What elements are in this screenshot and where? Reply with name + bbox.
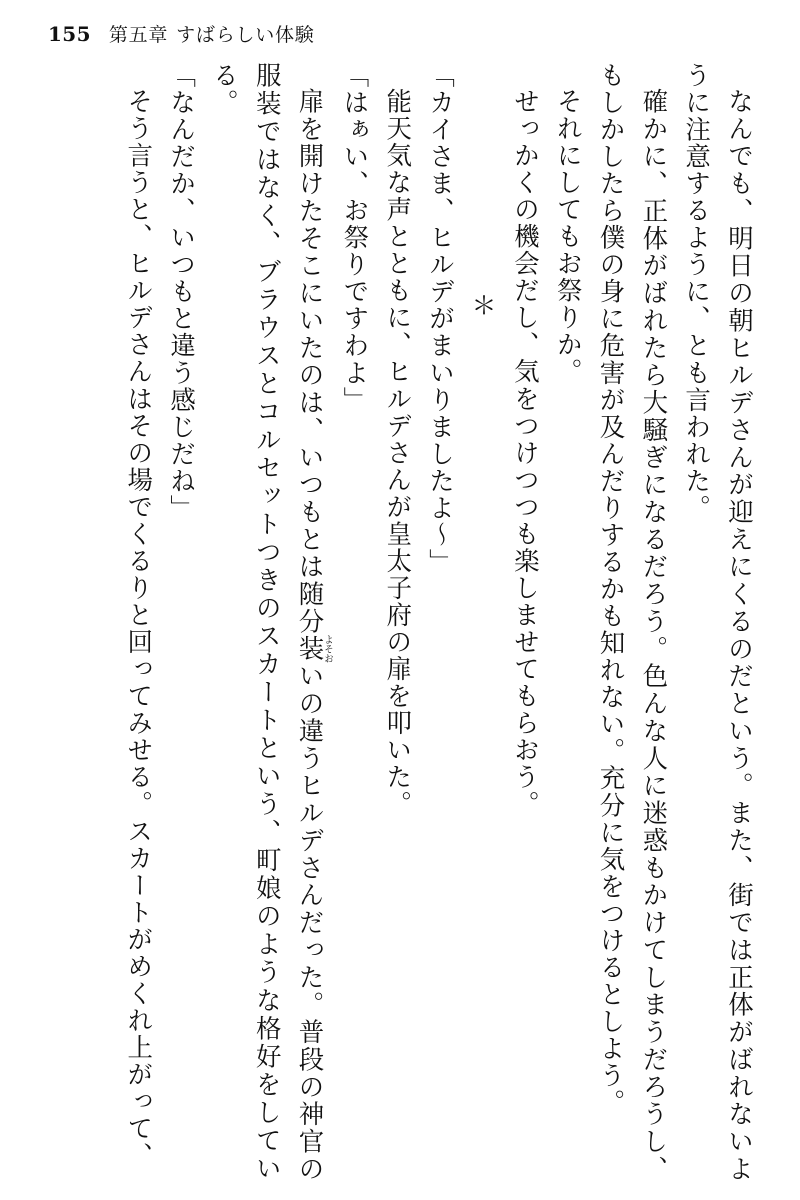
paragraph: 能天気な声とともに、ヒルデさんが皇太子府の扉を叩いた。 xyxy=(382,87,413,818)
paragraph-ruby-post: いの違うヒルデさんだった。普段の神官の服装ではなく、ブラウスとコルセットつきのスカートという、町娘のような格好をしている。 xyxy=(208,62,325,1182)
paragraph-with-ruby xyxy=(202,62,332,1182)
paragraph: せっかくの機会だし、気をつけつつも楽しませてもらおう。 xyxy=(509,87,540,818)
paragraph: 確かに、正体がばれたら大騒ぎになるだろう。色んな人に迷惑もかけてしまうだろうし、もしかしたら僕の身に危害が及んだりするかも知れない。充分に気をつけるとしよう。 xyxy=(595,62,669,1182)
paragraph: 「はぁい、お祭りですわよ」 xyxy=(339,62,370,414)
scene-break-mark: ＊ xyxy=(468,292,498,317)
chapter-heading xyxy=(109,20,315,47)
scene-break xyxy=(461,62,503,1182)
paragraph-ruby-pre: 扉を開けたそこにいたのは、いつもとは随分 xyxy=(294,87,325,635)
paragraph: 「なんだか、いつもと違う感じだね」 xyxy=(166,62,197,522)
ruby-base: 装 xyxy=(294,633,325,663)
chapter-title: すばらしい体験 xyxy=(176,24,315,46)
paragraph: それにしてもお祭りか。 xyxy=(552,87,583,385)
ruby-text: よそお xyxy=(322,633,334,663)
paragraph: 「カイさま、ヒルデがまいりましたよ～」 xyxy=(425,62,456,576)
vertical-text-column xyxy=(40,62,760,1182)
paragraph: なんでも、明日の朝ヒルデさんが迎えにくるのだという。また、街では正体がばれないように注意するように、とも言われた。 xyxy=(681,62,754,1182)
ruby-annotation xyxy=(294,633,334,663)
page-number: 155 xyxy=(48,22,91,46)
page-body xyxy=(40,62,760,1182)
chapter-label: 第五章 xyxy=(108,24,169,46)
paragraph: そう言うと、ヒルデさんはその場でくるりと回ってみせる。スカートがめくれ上がって、 xyxy=(123,87,154,1169)
running-head xyxy=(48,20,752,54)
